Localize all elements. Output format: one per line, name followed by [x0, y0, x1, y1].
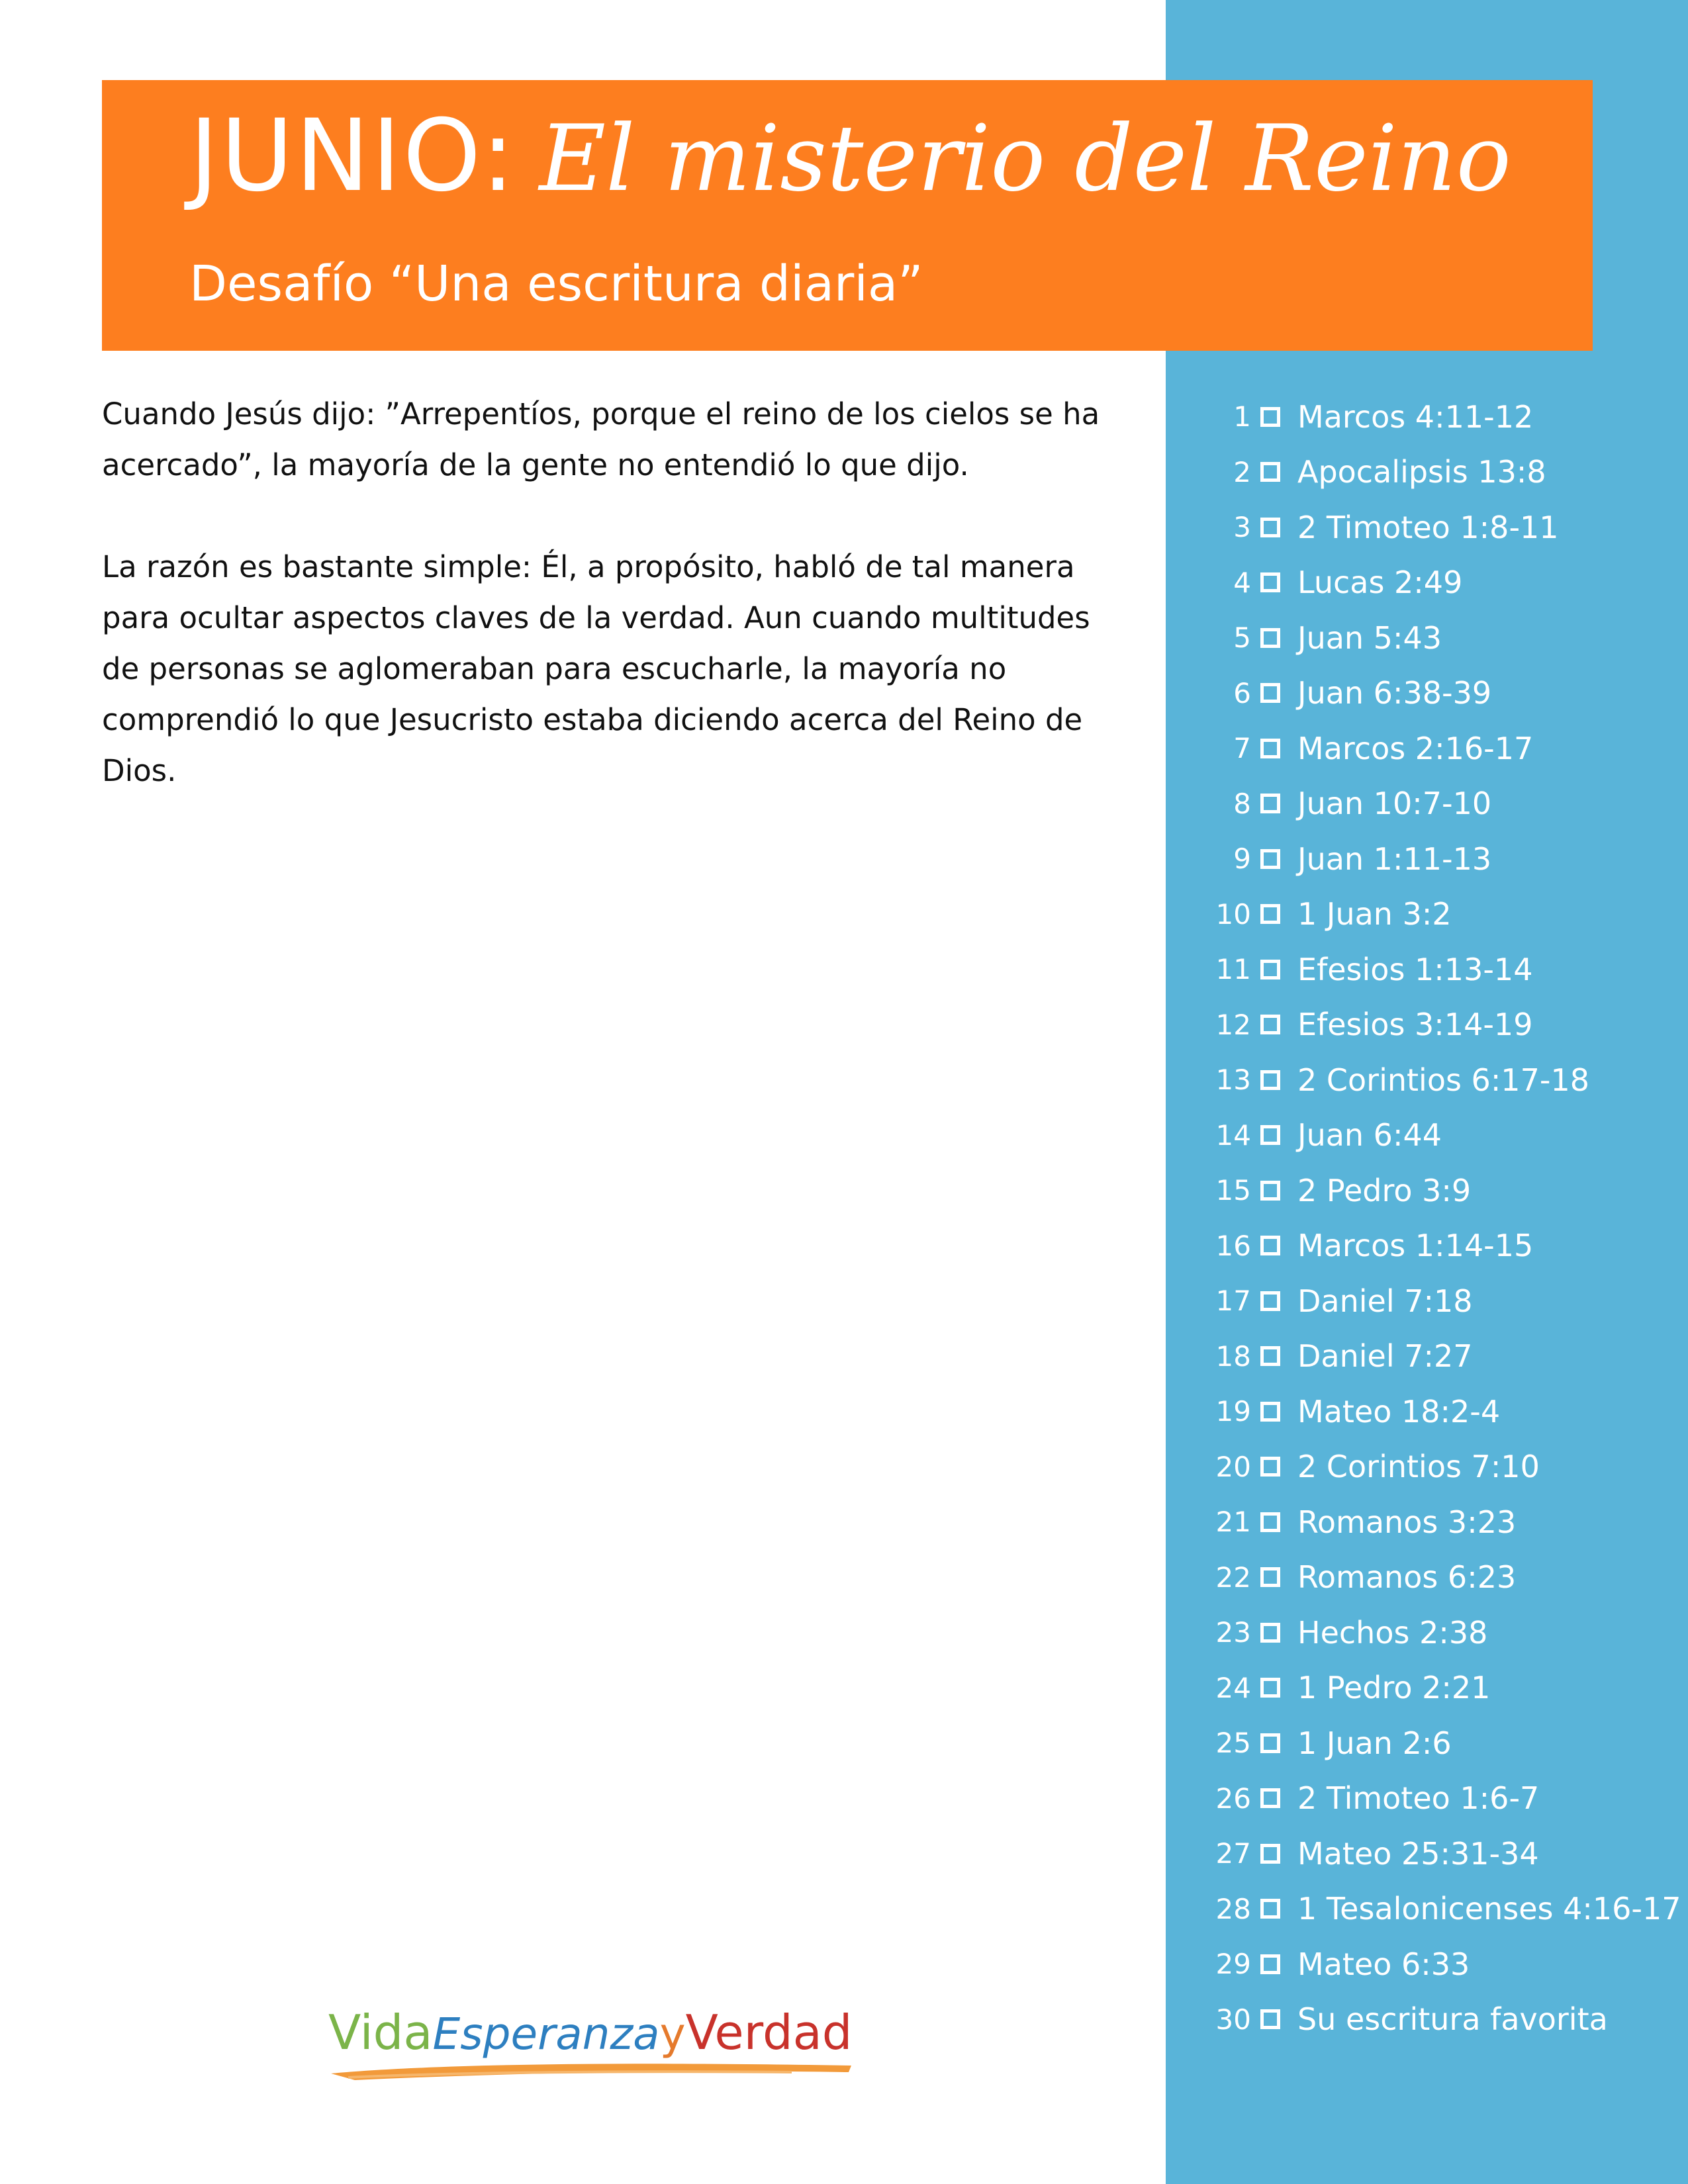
reading-item [1205, 500, 1681, 555]
reading-item [1205, 1661, 1681, 1716]
reading-day-number: 22 [1215, 1561, 1251, 1594]
reading-checkbox[interactable] [1260, 462, 1280, 482]
reading-checkbox[interactable] [1260, 1291, 1280, 1311]
reading-day-number: 13 [1215, 1064, 1251, 1097]
reading-reference: 2 Timoteo 1:8-11 [1297, 509, 1559, 545]
reading-checkbox[interactable] [1260, 904, 1280, 924]
reading-item [1205, 942, 1681, 997]
reading-reference: Romanos 6:23 [1297, 1559, 1517, 1596]
reading-checkbox[interactable] [1260, 518, 1280, 537]
title-month: JUNIO: [189, 99, 517, 214]
reading-item [1205, 1771, 1681, 1827]
reading-day-number: 2 [1233, 455, 1251, 488]
reading-checklist [1205, 389, 1681, 2047]
vida-esperanza-verdad-logo [328, 2005, 858, 2081]
reading-reference: Mateo 18:2-4 [1297, 1393, 1501, 1430]
reading-item [1205, 1550, 1681, 1606]
reading-reference: Juan 6:38-39 [1297, 675, 1492, 711]
reading-day-number: 29 [1215, 1948, 1251, 1981]
reading-item [1205, 1329, 1681, 1385]
reading-checkbox[interactable] [1260, 1733, 1280, 1753]
intro-text [102, 388, 1135, 847]
reading-checkbox[interactable] [1260, 1512, 1280, 1532]
reading-day-number: 19 [1215, 1395, 1251, 1428]
reading-day-number: 17 [1215, 1285, 1251, 1318]
reading-reference: Juan 5:43 [1297, 619, 1442, 656]
reading-reference: Juan 10:7-10 [1297, 786, 1492, 822]
reading-day-number: 5 [1233, 621, 1251, 655]
logo-wordmark [328, 2005, 853, 2060]
reading-reference: Marcos 2:16-17 [1297, 730, 1534, 766]
reading-reference: 2 Corintios 6:17-18 [1297, 1062, 1589, 1098]
reading-checkbox[interactable] [1260, 572, 1280, 592]
title-script: El misterio del Reino [539, 105, 1511, 212]
reading-checkbox[interactable] [1260, 2009, 1280, 2029]
reading-checkbox[interactable] [1260, 1844, 1280, 1864]
reading-day-number: 3 [1233, 511, 1251, 544]
reading-day-number: 9 [1233, 842, 1251, 876]
reading-reference: 2 Corintios 7:10 [1297, 1449, 1540, 1485]
reading-reference: Su escritura favorita [1297, 2001, 1608, 2038]
reading-reference: Apocalipsis 13:8 [1297, 454, 1546, 490]
reading-checkbox[interactable] [1260, 1070, 1280, 1090]
reading-reference: Efesios 1:13-14 [1297, 951, 1533, 987]
reading-day-number: 4 [1233, 566, 1251, 599]
reading-reference: 2 Timoteo 1:6-7 [1297, 1780, 1540, 1817]
reading-item [1205, 887, 1681, 942]
reading-item [1205, 776, 1681, 832]
reading-checkbox[interactable] [1260, 1015, 1280, 1034]
reading-day-number: 15 [1215, 1174, 1251, 1207]
reading-checkbox[interactable] [1260, 739, 1280, 758]
reading-day-number: 26 [1215, 1782, 1251, 1815]
reading-checkbox[interactable] [1260, 1346, 1280, 1366]
reading-day-number: 21 [1215, 1506, 1251, 1539]
logo-word-y: y [659, 2009, 686, 2060]
reading-item [1205, 831, 1681, 887]
reading-day-number: 8 [1233, 787, 1251, 820]
reading-item [1205, 1218, 1681, 1274]
reading-reference: Marcos 1:14-15 [1297, 1228, 1534, 1264]
reading-checkbox[interactable] [1260, 407, 1280, 427]
reading-reference: Mateo 6:33 [1297, 1946, 1470, 1982]
reading-item [1205, 1936, 1681, 1992]
reading-checkbox[interactable] [1260, 1623, 1280, 1643]
reading-reference: Efesios 3:14-19 [1297, 1007, 1533, 1043]
reading-checkbox[interactable] [1260, 960, 1280, 979]
reading-reference: Lucas 2:49 [1297, 565, 1463, 601]
reading-reference: Romanos 3:23 [1297, 1504, 1517, 1540]
reading-item [1205, 666, 1681, 721]
logo-word-vida: Vida [328, 2005, 433, 2060]
reading-item [1205, 1439, 1681, 1495]
reading-reference: 1 Juan 2:6 [1297, 1725, 1452, 1761]
intro-paragraph: La razón es bastante simple: Él, a propósito, habló de tal manera para ocultar aspectos claves de la verdad. Aun cuando multitudes de personas se aglomeraban para escucharle, la mayoría no comprendió lo que Jesucristo estaba diciendo acerca del Reino de Dios. [102, 549, 1090, 788]
reading-checkbox[interactable] [1260, 628, 1280, 648]
intro-paragraph: Cuando Jesús dijo: ”Arrepentíos, porque el reino de los cielos se ha acercado”, la mayoría de la gente no entendió lo que dijo. [102, 396, 1100, 482]
reading-reference: Mateo 25:31-34 [1297, 1835, 1539, 1872]
reading-day-number: 27 [1215, 1837, 1251, 1870]
reading-day-number: 6 [1233, 676, 1251, 709]
reading-item [1205, 445, 1681, 500]
brush-stroke-icon [328, 2058, 858, 2084]
reading-checkbox[interactable] [1260, 683, 1280, 703]
reading-item [1205, 1052, 1681, 1108]
header-banner [102, 80, 1593, 351]
reading-item [1205, 1273, 1681, 1329]
page-subtitle: Desafío “Una escritura diaria” [189, 255, 923, 312]
reading-checkbox[interactable] [1260, 1678, 1280, 1698]
reading-checkbox[interactable] [1260, 1125, 1280, 1145]
reading-item [1205, 389, 1681, 445]
reading-checkbox[interactable] [1260, 1899, 1280, 1919]
reading-checkbox[interactable] [1260, 1788, 1280, 1808]
reading-reference: Juan 6:44 [1297, 1117, 1442, 1154]
reading-reference: Juan 1:11-13 [1297, 841, 1492, 877]
reading-checkbox[interactable] [1260, 1181, 1280, 1201]
reading-reference: 1 Tesalonicenses 4:16-17 [1297, 1891, 1681, 1927]
reading-item [1205, 1826, 1681, 1882]
reading-item [1205, 1108, 1681, 1163]
reading-day-number: 12 [1215, 1008, 1251, 1041]
reading-checkbox[interactable] [1260, 794, 1280, 813]
reading-reference: 2 Pedro 3:9 [1297, 1172, 1472, 1208]
reading-day-number: 24 [1215, 1671, 1251, 1704]
logo-word-esperanza: Esperanza [432, 2009, 660, 2060]
reading-day-number: 25 [1215, 1727, 1251, 1760]
reading-item [1205, 555, 1681, 611]
reading-day-number: 18 [1215, 1340, 1251, 1373]
reading-checkbox[interactable] [1260, 1236, 1280, 1255]
reading-day-number: 28 [1215, 1892, 1251, 1925]
reading-day-number: 16 [1215, 1229, 1251, 1262]
reading-item [1205, 1882, 1681, 1937]
reading-item [1205, 1715, 1681, 1771]
reading-checkbox[interactable] [1260, 849, 1280, 869]
reading-day-number: 23 [1215, 1616, 1251, 1649]
reading-item [1205, 1605, 1681, 1661]
reading-reference: 1 Pedro 2:21 [1297, 1670, 1491, 1706]
reading-checkbox[interactable] [1260, 1402, 1280, 1422]
reading-item [1205, 721, 1681, 776]
reading-reference: Daniel 7:18 [1297, 1283, 1473, 1319]
reading-checkbox[interactable] [1260, 1954, 1280, 1974]
reading-item [1205, 997, 1681, 1053]
reading-day-number: 30 [1215, 2003, 1251, 2036]
reading-reference: Daniel 7:27 [1297, 1338, 1473, 1375]
page-title [189, 99, 1511, 214]
reading-reference: Marcos 4:11-12 [1297, 398, 1534, 435]
logo-word-verdad: Verdad [685, 2005, 853, 2060]
reading-reference: Hechos 2:38 [1297, 1614, 1488, 1651]
reading-day-number: 10 [1215, 897, 1251, 931]
reading-item [1205, 1163, 1681, 1218]
reading-day-number: 1 [1233, 400, 1251, 433]
reading-item [1205, 1992, 1681, 2048]
reading-day-number: 7 [1233, 732, 1251, 765]
reading-item [1205, 1384, 1681, 1439]
reading-item [1205, 1494, 1681, 1550]
reading-item [1205, 610, 1681, 666]
reading-checkbox[interactable] [1260, 1567, 1280, 1587]
reading-checkbox[interactable] [1260, 1457, 1280, 1477]
reading-day-number: 11 [1215, 953, 1251, 986]
reading-reference: 1 Juan 3:2 [1297, 896, 1452, 933]
reading-day-number: 14 [1215, 1118, 1251, 1152]
reading-day-number: 20 [1215, 1450, 1251, 1483]
